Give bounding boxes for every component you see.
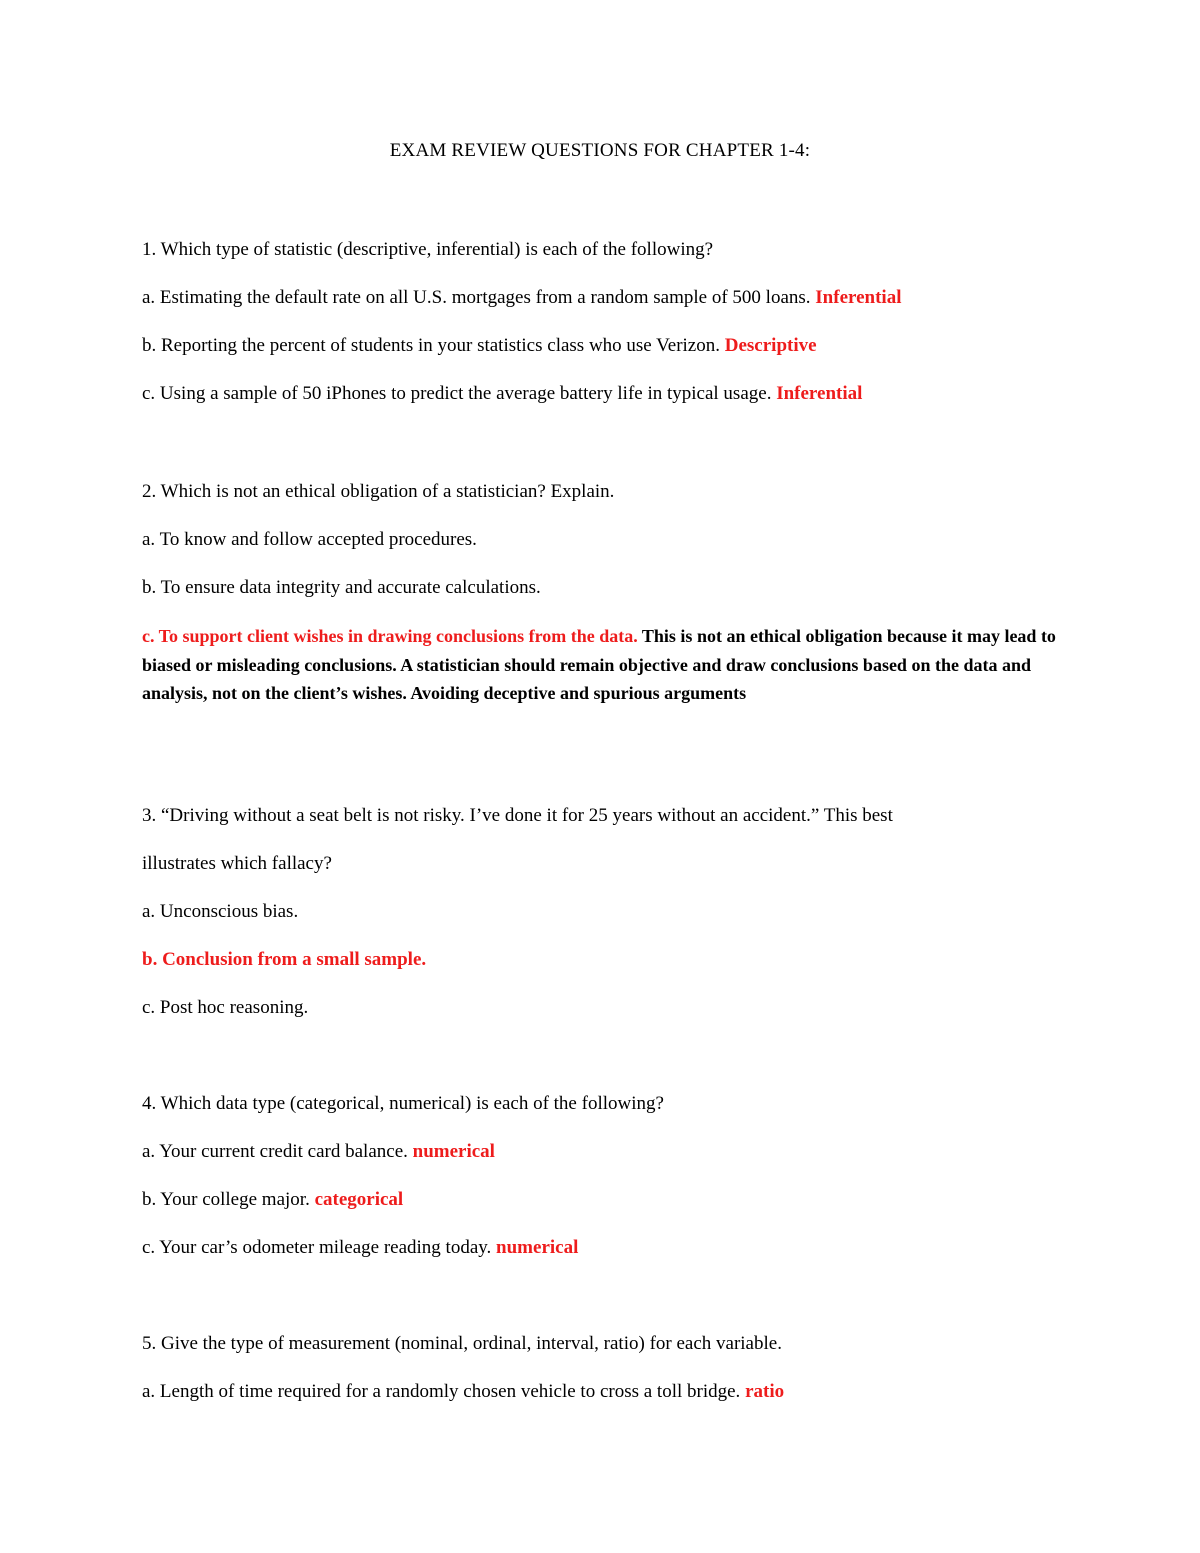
answer-label: categorical [314,1189,404,1210]
question-3-text-line-2: illustrates which fallacy? [142,853,332,874]
answer-label: Inferential [776,383,863,404]
question-2-option-a [142,526,477,554]
question-4-text: 4. Which data type (categorical, numerical) is each of the following? [142,1093,664,1114]
option-text: a. Length of time required for a randomly chosen vehicle to cross a toll bridge. [142,1381,746,1402]
option-text: c. Your car’s odometer mileage reading today. [142,1237,497,1258]
answer-label: Descriptive [724,335,817,356]
question-2-text: 2. Which is not an ethical obligation of a statistician? Explain. [142,481,615,502]
question-3-option-b [142,946,426,974]
question-4-option-b [142,1186,403,1214]
question-5 [142,1330,782,1358]
question-5-text: 5. Give the type of measurement (nominal, ordinal, interval, ratio) for each variable. [142,1333,782,1354]
answer-label: ratio [745,1381,785,1402]
answer-label: numerical [412,1141,495,1162]
option-text: b. To ensure data integrity and accurate calculations. [142,577,541,598]
question-3-text-line-1: 3. “Driving without a seat belt is not risky. I’ve done it for 25 years without an accident.” This best [142,805,893,826]
question-3-option-c [142,994,308,1022]
question-1 [142,236,713,264]
question-4 [142,1090,664,1118]
document-title: EXAM REVIEW QUESTIONS FOR CHAPTER 1-4: [389,140,811,161]
question-1-text: 1. Which type of statistic (descriptive, inferential) is each of the following? [142,239,714,260]
question-3-continued [142,850,332,878]
question-3-option-a [142,898,298,926]
question-2-option-b [142,574,541,602]
question-4-option-a [142,1138,495,1166]
question-3 [142,802,893,830]
option-text: a. Estimating the default rate on all U.S. mortgages from a random sample of 500 loans. [142,287,816,308]
option-text: a. Your current credit card balance. [142,1141,413,1162]
option-text: b. Reporting the percent of students in your statistics class who use Verizon. [142,335,725,356]
answer-label: numerical [496,1237,579,1258]
question-1-option-b [142,332,817,360]
option-text: b. Your college major. [142,1189,315,1210]
answer-label: c. To support client wishes in drawing conclusions from the data. [142,626,638,646]
explanation-text: This is not an ethical obligation because it may lead to biased or misleading conclusions. A statistician should remain objective and draw conclusions based on the data and analysis, not on the client’s wishes. Avoiding deceptive and spurious arguments [142,626,1056,703]
option-text: c. Using a sample of 50 iPhones to predict the average battery life in typical usage. [142,383,777,404]
option-text: a. To know and follow accepted procedures. [142,529,477,550]
question-1-option-c [142,380,862,408]
question-4-option-c [142,1234,578,1262]
question-1-option-a [142,284,901,312]
option-text: a. Unconscious bias. [142,901,299,922]
answer-label: Inferential [815,287,902,308]
answer-label: b. Conclusion from a small sample. [142,949,427,970]
question-2-answer-explanation [142,622,1062,708]
question-5-option-a [142,1378,784,1406]
option-text: c. Post hoc reasoning. [142,997,309,1018]
question-2 [142,478,614,506]
